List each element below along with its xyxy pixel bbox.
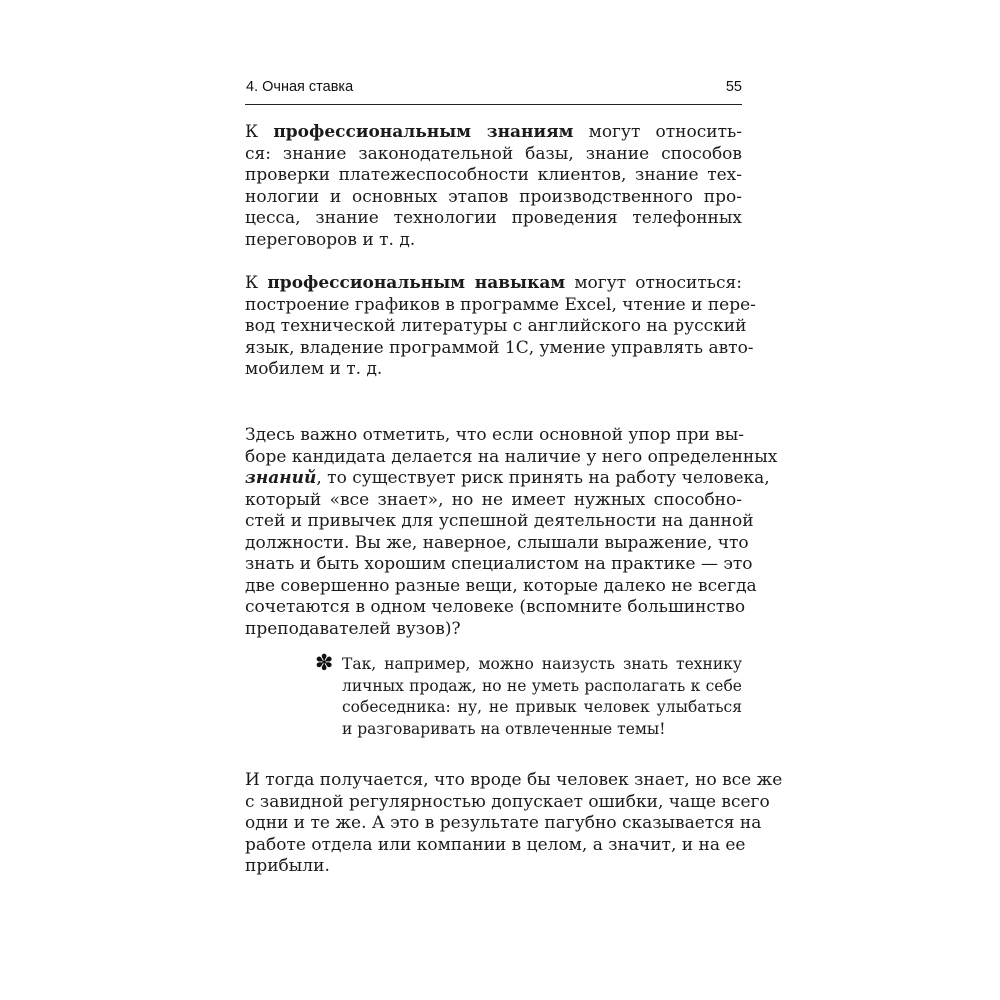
text-line: цесса, знание технологии проведения телефонных (245, 208, 742, 228)
bold-term: профессиональным навыкам (267, 273, 566, 293)
text-line: переговоров и т. д. (245, 229, 416, 250)
text-line: Так, например, можно наизусть знать технику (342, 655, 742, 673)
text-line: прибыли. (245, 856, 330, 876)
text-line: преподавателей вузов)? (245, 618, 461, 639)
chapter-title: 4. Очная ставка (246, 79, 354, 95)
text-line: мобилем и т. д. (245, 359, 383, 379)
text-line: ся: знание законодательной базы, знание способов (245, 143, 742, 164)
text-line: построение графиков в программе Excel, чтение и пере- (245, 294, 756, 315)
text-fragment: могут относиться: (565, 273, 742, 293)
text-line: знать и быть хорошим специалистом на практике — это (245, 554, 753, 574)
paragraph-conclusion (245, 770, 783, 878)
text-line: одни и те же. А это в результате пагубно сказывается на (245, 813, 762, 833)
text-line: стей и привычек для успешной деятельности на данной (245, 511, 754, 531)
text-line: язык, владение программой 1С, умение управлять авто- (245, 337, 754, 358)
text-line: работе отдела или компании в целом, а значит, и на ее (245, 834, 746, 855)
text-fragment: , то существует риск принять на работу человека, (316, 468, 770, 488)
text-line: собеседника: ну, не привык человек улыбаться (342, 698, 742, 716)
text-line: и разговаривать на отвлеченные темы! (342, 719, 666, 738)
text-line: Здесь важно отметить, что если основной упор при вы- (245, 425, 744, 445)
text-line (245, 273, 742, 295)
text-line: должности. Вы же, наверное, слышали выражение, что (245, 532, 749, 553)
text-fragment: К (245, 273, 268, 293)
emphasized-term: знаний (245, 468, 317, 488)
paragraph-knowledge-risk (245, 425, 778, 640)
text-line (245, 468, 770, 490)
text-line: с завидной регулярностью допускает ошибки, чаще всего (245, 791, 770, 812)
paragraph-professional-skills (245, 273, 756, 381)
text-line: личных продаж, но не уметь располагать к себе (342, 676, 742, 695)
text-fragment: К (245, 122, 274, 142)
header-rule (245, 104, 742, 105)
text-line: который «все знает», но не имеет нужных способно- (245, 489, 742, 510)
text-line (245, 122, 742, 144)
text-line: нологии и основных этапов производственного про- (245, 186, 742, 207)
text-line: две совершенно разные вещи, которые далеко не всегда (245, 575, 757, 596)
text-line: И тогда получается, что вроде бы человек знает, но все же (245, 770, 783, 790)
asterisk-flower-icon: ✽ (315, 651, 334, 676)
text-fragment: могут относить- (573, 122, 743, 142)
text-line: боре кандидата делается на наличие у него определенных (245, 446, 778, 467)
side-note-text (342, 654, 742, 740)
text-line: вод технической литературы с английского на русский (245, 316, 747, 336)
paragraph-professional-knowledge (245, 122, 742, 251)
text-line: проверки платежеспособности клиентов, знание тех- (245, 165, 742, 185)
page-number: 55 (725, 79, 742, 95)
bold-term: профессиональным знаниям (273, 122, 574, 142)
text-line: сочетаются в одном человеке (вспомните большинство (245, 597, 746, 617)
running-header (245, 79, 742, 103)
